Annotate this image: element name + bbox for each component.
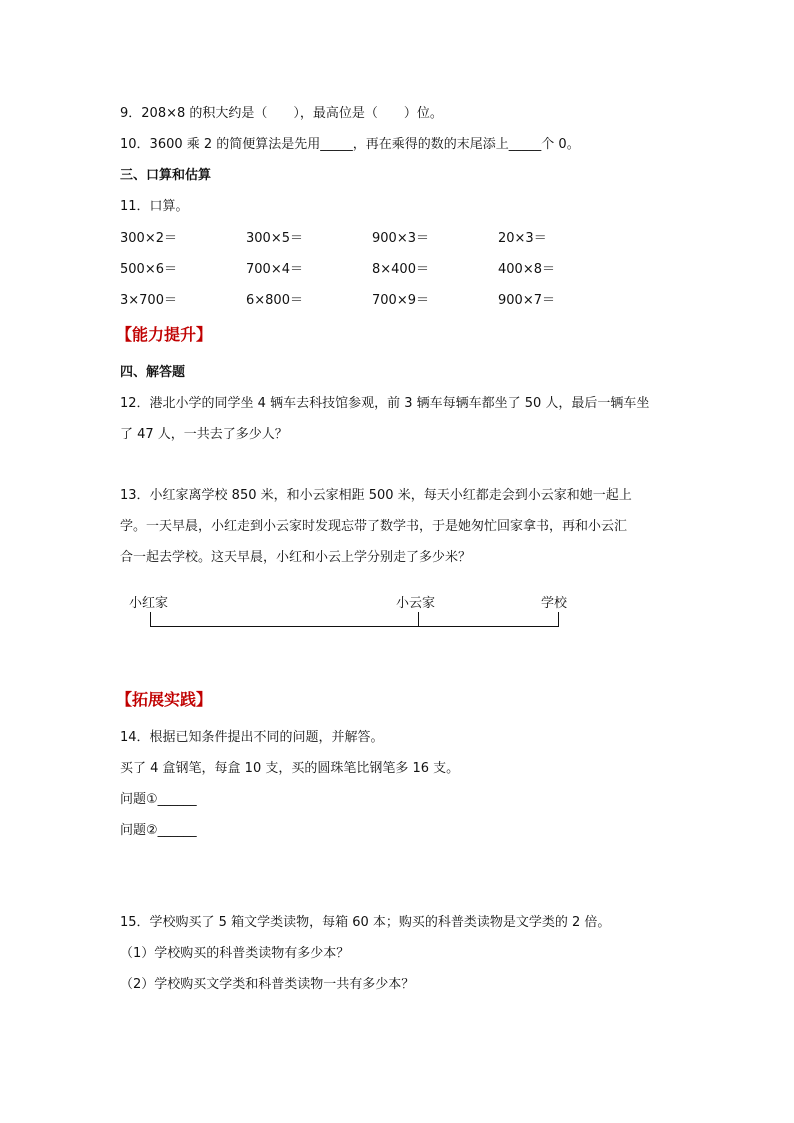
question-13-line: 学。一天早晨，小红走到小云家时发现忘带了数学书，于是她匆忙回家拿书，再和小云汇 [120, 519, 628, 534]
diagram-tick-middle [418, 612, 419, 627]
question-14-problem-2: 问题②______ [120, 823, 197, 838]
calc-item: 8×400＝ [372, 262, 429, 277]
question-14-problem-1: 问题①______ [120, 792, 197, 807]
question-15: 15．学校购买了 5 箱文学类读物，每箱 60 本；购买的科普类读物是文学类的 2 倍。 [120, 915, 611, 930]
calc-item: 6×800＝ [246, 293, 303, 308]
diagram-base-line [150, 626, 559, 627]
section-4-heading: 四、解答题 [120, 365, 186, 380]
section-3-heading: 三、口算和估算 [120, 168, 212, 183]
question-12-line: 了 47 人，一共去了多少人？ [120, 427, 288, 442]
calc-item: 900×7＝ [498, 293, 555, 308]
diagram-label-xiaoyun-home: 小云家 [396, 596, 436, 611]
question-13-line: 合一起去学校。这天早晨，小红和小云上学分别走了多少米？ [120, 550, 472, 565]
ability-heading: 【能力提升】 [116, 325, 213, 344]
calc-item: 300×5＝ [246, 231, 303, 246]
question-13-line: 13．小红家离学校 850 米，和小云家相距 500 米，每天小红都走会到小云家和她一起上 [120, 488, 632, 503]
calc-item: 20×3＝ [498, 231, 547, 246]
question-9: 9．208×8 的积大约是（ ），最高位是（ ）位。 [120, 106, 443, 121]
calc-item: 700×9＝ [372, 293, 429, 308]
question-15-part-2: （2）学校购买文学类和科普类读物一共有多少本？ [120, 977, 415, 992]
diagram-tick-right [558, 612, 559, 627]
diagram-tick-left [150, 612, 151, 627]
question-14: 14．根据已知条件提出不同的问题，并解答。 [120, 730, 384, 745]
calc-item: 3×700＝ [120, 293, 177, 308]
calc-item: 900×3＝ [372, 231, 429, 246]
expand-heading: 【拓展实践】 [116, 690, 213, 709]
diagram-label-school: 学校 [541, 596, 568, 611]
diagram-label-xiaohong-home: 小红家 [129, 596, 169, 611]
question-12-line: 12．港北小学的同学坐 4 辆车去科技馆参观，前 3 辆车每辆车都坐了 50 人，最后一辆车坐 [120, 396, 650, 411]
question-15-part-1: （1）学校购买的科普类读物有多少本？ [120, 946, 350, 961]
question-14-condition: 买了 4 盒钢笔，每盒 10 支，买的圆珠笔比钢笔多 16 支。 [120, 761, 460, 776]
question-11: 11．口算。 [120, 199, 189, 214]
calc-item: 400×8＝ [498, 262, 555, 277]
calc-item: 500×6＝ [120, 262, 177, 277]
question-10: 10．3600 乘 2 的简便算法是先用_____，再在乘得的数的末尾添上_____个 0。 [120, 137, 580, 152]
calc-item: 700×4＝ [246, 262, 303, 277]
calc-item: 300×2＝ [120, 231, 177, 246]
